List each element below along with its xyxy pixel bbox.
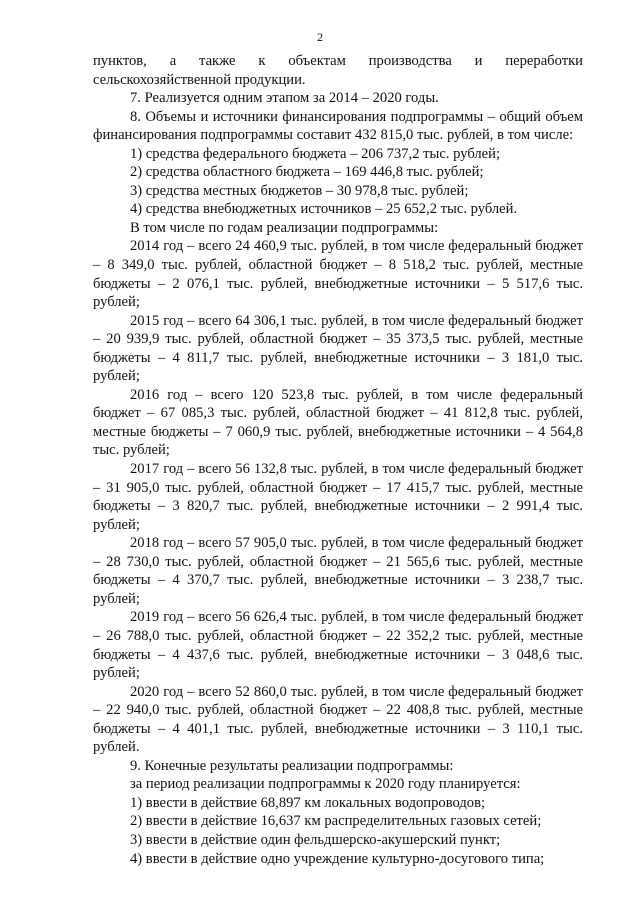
paragraph-year-2019: 2019 год – всего 56 626,4 тыс. рублей, в том числе федеральный бюджет – 26 788,0 тыс. рублей, областной бюджет – 22 352,2 тыс. рублей, местные бюджеты – 4 437,6 тыс. рублей, внебюджетные источники – 3 048,6 тыс. рублей; [93, 609, 583, 682]
list-item-federal: 1) средства федерального бюджета – 206 737,2 тыс. рублей; [130, 145, 501, 162]
paragraph-year-2015: 2015 год – всего 64 306,1 тыс. рублей, в том числе федеральный бюджет – 20 939,9 тыс. рублей, областной бюджет – 35 373,5 тыс. рублей, местные бюджеты – 4 811,7 тыс. рублей, внебюджетные источники – 3 181,0 тыс. рублей; [93, 312, 583, 385]
paragraph-year-2014: 2014 год – всего 24 460,9 тыс. рублей, в том числе федеральный бюджет – 8 349,0 тыс. рублей, областной бюджет – 8 518,2 тыс. рублей, местные бюджеты – 2 076,1 тыс. рублей, внебюджетные источники – 5 517,6 тыс. рублей; [93, 238, 583, 311]
paragraph-year-2018: 2018 год – всего 57 905,0 тыс. рублей, в том числе федеральный бюджет – 28 730,0 тыс. рублей, областной бюджет – 21 565,6 тыс. рублей, местные бюджеты – 4 370,7 тыс. рублей, внебюджетные источники – 3 238,7 тыс. рублей; [93, 535, 583, 607]
paragraph-financing-total: 8. Объемы и источники финансирования подпрограммы – общий объем финансирования подпрограммы составит 432 815,0 тыс. рублей, в том числе: [93, 108, 583, 144]
paragraph-year-2017: 2017 год – всего 56 132,8 тыс. рублей, в том числе федеральный бюджет – 31 905,0 тыс. рублей, областной бюджет – 17 415,7 тыс. рублей, местные бюджеты – 3 820,7 тыс. рублей, внебюджетные источники – 2 991,4 тыс. рублей; [93, 461, 583, 533]
paragraph-results-intro: за период реализации подпрограммы к 2020 году планируется: [130, 776, 521, 793]
paragraph-results-heading: 9. Конечные результаты реализации подпрограммы: [130, 757, 454, 774]
page-number: 2 [317, 30, 323, 44]
paragraph-year-2016: 2016 год – всего 120 523,8 тыс. рублей, в том числе федеральный бюджет – 67 085,3 тыс. рублей, областной бюджет – 41 812,8 тыс. рублей, местные бюджеты – 7 060,9 тыс. рублей, внебюджетные источники – 4 564,8 тыс. рублей; [93, 386, 583, 459]
list-item-local: 3) средства местных бюджетов – 30 978,8 тыс. рублей; [130, 182, 469, 199]
paragraph-stage: 7. Реализуется одним этапом за 2014 – 2020 годы. [130, 90, 439, 107]
list-item-cultural-institution: 4) ввести в действие одно учреждение культурно-досугового типа; [130, 850, 545, 867]
list-item-medical-point: 3) ввести в действие один фельдшерско-акушерский пункт; [130, 831, 501, 848]
list-item-water-pipelines: 1) ввести в действие 68,897 км локальных водопроводов; [130, 794, 486, 811]
paragraph-continuation: пунктов, а также к объектам производства и переработки сельскохозяйственной продукции. [93, 53, 583, 88]
list-item-gas-networks: 2) ввести в действие 16,637 км распределительных газовых сетей; [130, 813, 542, 830]
document-body [93, 52, 583, 868]
paragraph-by-years-heading: В том числе по годам реализации подпрограммы: [130, 219, 439, 236]
paragraph-year-2020: 2020 год – всего 52 860,0 тыс. рублей, в том числе федеральный бюджет – 22 940,0 тыс. рублей, областной бюджет – 22 408,8 тыс. рублей, местные бюджеты – 4 401,1 тыс. рублей, внебюджетные источники – 3 110,1 тыс. рублей. [93, 683, 583, 756]
list-item-extrabudgetary: 4) средства внебюджетных источников – 25 652,2 тыс. рублей. [130, 201, 518, 218]
list-item-regional: 2) средства областного бюджета – 169 446,8 тыс. рублей; [130, 164, 484, 181]
